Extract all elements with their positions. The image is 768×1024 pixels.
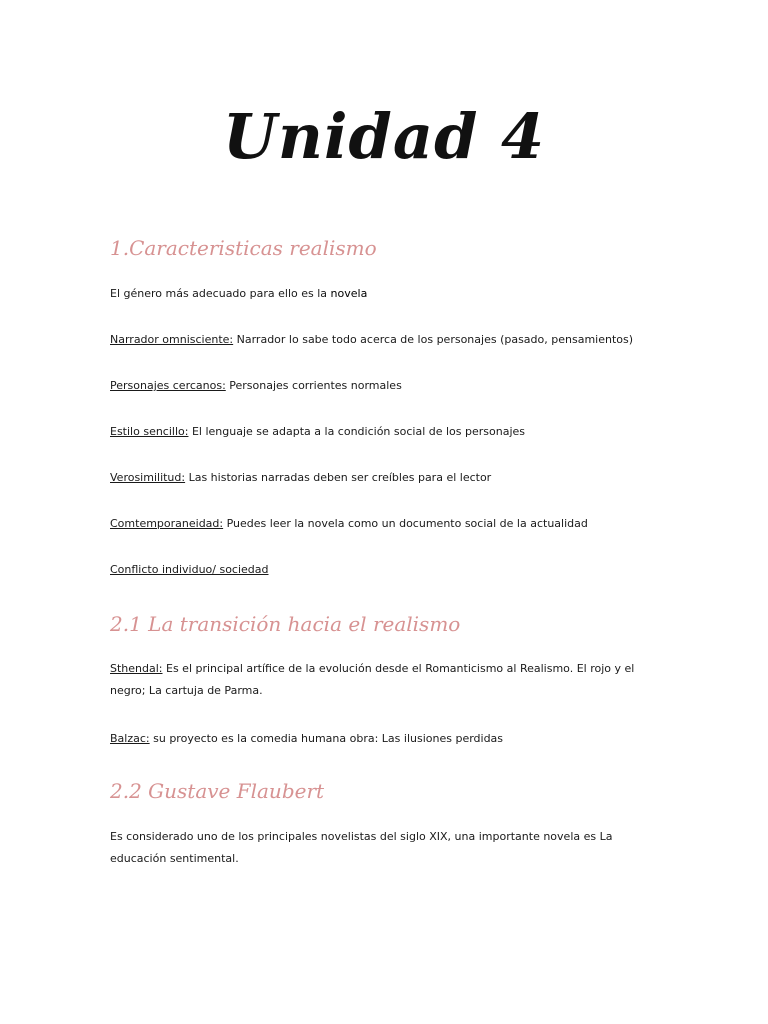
intro-text: El género más adecuado para ello es la — [110, 287, 331, 300]
item-text: Personajes corrientes normales — [225, 379, 402, 392]
item-sthendal — [110, 658, 670, 702]
item-label: Sthendal: — [110, 662, 163, 675]
item-contemporaneidad — [110, 513, 670, 535]
item-label: Verosimilitud: — [110, 471, 186, 484]
item-estilo — [110, 421, 670, 443]
item-text: Puedes leer la novela como un documento social de la actualidad — [223, 517, 588, 530]
item-label: Narrador omnisciente: — [110, 333, 234, 346]
item-label: Conflicto individuo/ sociedad — [110, 563, 269, 576]
item-personajes — [110, 375, 670, 397]
item-text: El lenguaje se adapta a la condición social de los personajes — [188, 425, 526, 438]
item-verosimilitud — [110, 467, 670, 489]
section-heading-characteristics: 1.Caracteristicas realismo — [110, 236, 377, 260]
flaubert-paragraph: Es considerado uno de los principales novelistas del siglo XIX, una importante novela es La educación sentimental. — [110, 830, 613, 865]
intro-highlight: novela — [330, 287, 368, 300]
item-text: su proyecto es la comedia humana obra: Las ilusiones perdidas — [149, 732, 504, 745]
page-title: Unidad 4 — [222, 100, 546, 173]
item-narrador — [110, 329, 670, 351]
item-label: Balzac: — [110, 732, 150, 745]
item-conflicto — [110, 559, 670, 581]
section-heading-flaubert: 2.2 Gustave Flaubert — [110, 779, 325, 803]
item-label: Comtemporaneidad: — [110, 517, 224, 530]
item-balzac — [110, 728, 670, 750]
item-label: Estilo sencillo: — [110, 425, 189, 438]
item-text: Narrador lo sabe todo acerca de los personajes (pasado, pensamientos) — [233, 333, 634, 346]
section-heading-transition: 2.1 La transición hacia el realismo — [110, 612, 461, 636]
item-text: Las historias narradas deben ser creíbles para el lector — [185, 471, 492, 484]
item-text: Es el principal artífice de la evolución desde el Romanticismo al Realismo. El rojo y el negro; La cartuja de Parma. — [110, 662, 635, 697]
item-label: Personajes cercanos: — [110, 379, 226, 392]
intro-paragraph — [110, 283, 670, 305]
